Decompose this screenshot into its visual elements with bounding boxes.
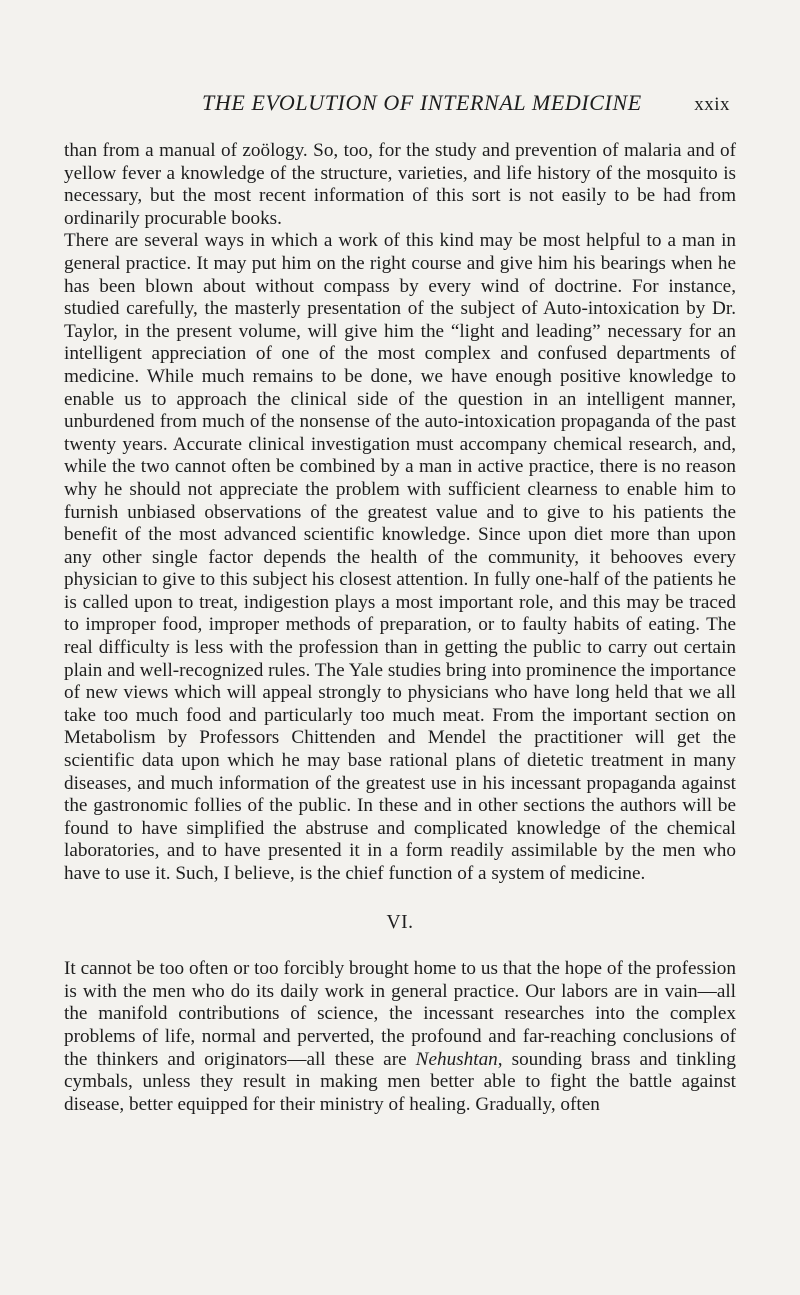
running-head (170, 90, 730, 130)
paragraph-section-six (64, 958, 736, 1116)
running-title: THE EVOLUTION OF INTERNAL MEDICINE (202, 90, 642, 115)
section-heading: VI. (386, 911, 414, 933)
italic-term: Nehushtan (415, 1048, 498, 1070)
page-number: xxix (694, 94, 730, 115)
paragraph-section-six-end: , sounding brass and tinkling cymbals, unless they result in making men better able to fight the battle against disease, better equipped for their ministry of healing. Gradually, often (64, 1048, 736, 1115)
paragraph-practice: There are several ways in which a work of this kind may be most helpful to a man in general practice. It may put him on the right course and give him his bearings when he has been blown about without compass by every wind of doctrine. For instance, studied carefully, the masterly presentation of the subject of Auto-intoxication by Dr. Taylor, in the present volume, will give him the “light and leading” necessary for an intelligent appreciation of one of the most complex and confused departments of medicine. While much remains to be done, we have enough positive knowledge to enable us to approach the clinical side of the question in an intelligent manner, unburdened from much of the nonsense of the auto-intoxication propaganda of the past twenty years. Accurate clinical investigation must accompany chemical research, and, while the two cannot often be combined by a man in active practice, there is no reason why he should not appreciate the problem with sufficient clearness to enable him to furnish unbiased observations of the greatest value and to give to his patients the benefit of the most advanced scientific knowledge. Since upon diet more than upon any other single factor depends the health of the community, it behooves every physician to give to this subject his closest attention. In fully one-half of the patients he is called upon to treat, indigestion plays a most important role, and this may be traced to improper food, improper methods of preparation, or to faulty habits of eating. The real difficulty is less with the profession than in getting the public to carry out certain plain and well-recognized rules. The Yale studies bring into prominence the importance of new views which will appeal strongly to physicians who have long held that we all take too much food and particularly too much meat. From the important section on Metabolism by Professors Chittenden and Mendel the practitioner will get the scientific data upon which he may base rational plans of dietetic treatment in many diseases, and much information of the greatest use in his incessant propaganda against the gastronomic follies of the public. In these and in other sections the authors will be found to have simplified the abstruse and complicated knowledge of the chemical laboratories, and to have presented it in a form readily assimilable by the men who have to use it. Such, I believe, is the chief function of a system of medicine. (64, 230, 736, 884)
body-text (64, 140, 736, 1116)
paragraph-section-six-start: It cannot be too often or too forcibly brought home to us that the hope of the profession is with the men who do its daily work in general practice. Our labors are in vain—all the manifold contributions of science, the incessant researches into the complex problems of life, normal and perverted, the profound and far-reaching conclusions of the thinkers and originators—all these are (64, 958, 736, 1070)
paragraph-continuation: than from a manual of zoölogy. So, too, for the study and prevention of malaria and of yellow fever a knowledge of the structure, varieties, and life history of the mosquito is necessary, but the most recent information of this sort is not easily to be had from ordinarily procurable books. (64, 140, 736, 229)
